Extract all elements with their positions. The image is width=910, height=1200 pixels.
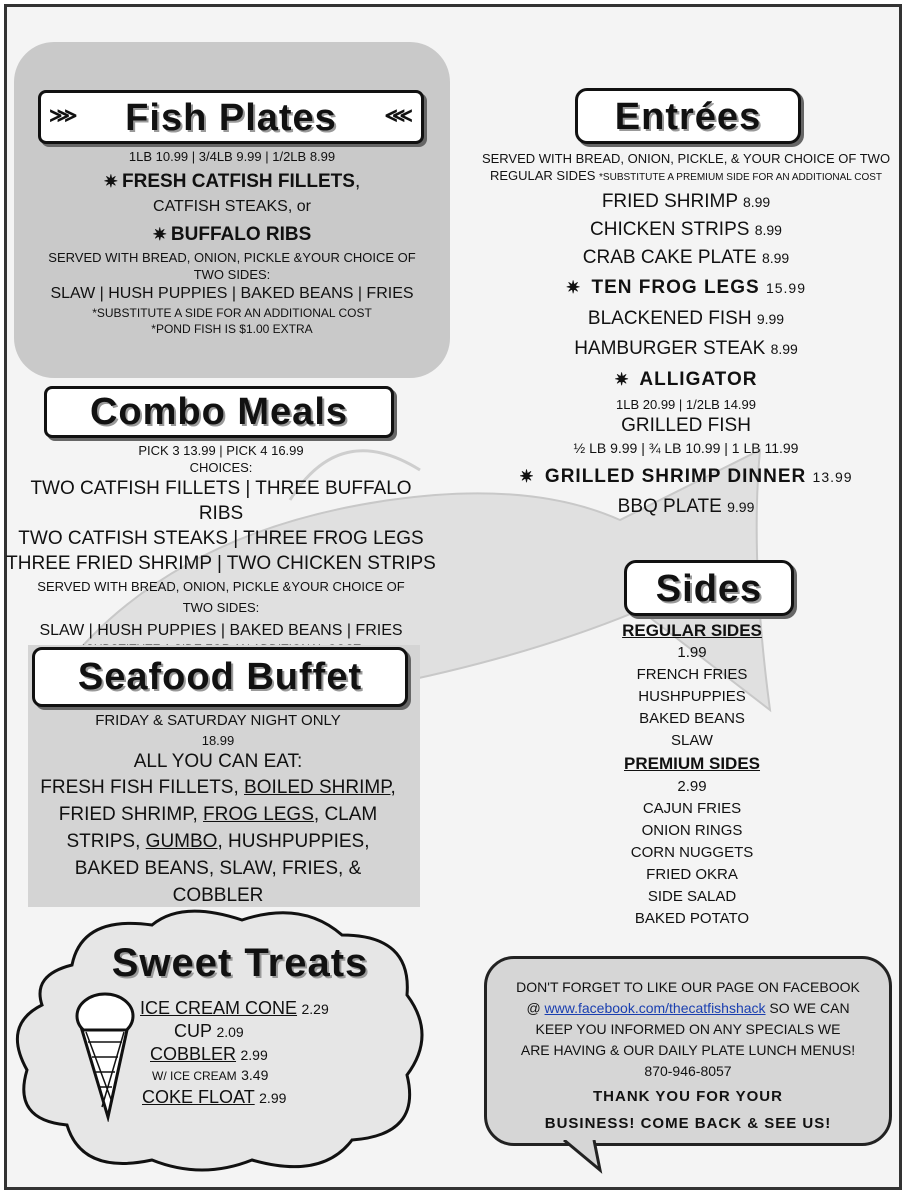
premium-sides-price: 2.99 [677, 778, 707, 795]
combo-sides: SLAW | HUSH PUPPIES | BAKED BEANS | FRIES [39, 622, 403, 639]
fish-plates-item-catfish-steaks: CATFISH STEAKS, or [153, 198, 311, 215]
combo-prices: PICK 3 13.99 | PICK 4 16.99 [138, 443, 304, 458]
entrees-served-2: REGULAR SIDES *SUBSTITUTE A PREMIUM SIDE FOR AN ADDITIONAL COST [489, 168, 883, 183]
entree-blackened-fish: BLACKENED FISH 9.99 [587, 308, 785, 329]
facebook-line-4: ARE HAVING & OUR DAILY PLATE LUNCH MENUS! [520, 1042, 856, 1058]
combo-line-1: TWO CATFISH FILLETS | THREE BUFFALO RIBS [30, 478, 412, 524]
buffet-line-2: FRIED SHRIMP, FROG LEGS, CLAM [58, 804, 378, 825]
regular-side-item: FRENCH FRIES [636, 666, 748, 683]
starburst-icon: ✷ [519, 467, 535, 486]
sides-body [590, 620, 794, 930]
entree-crab-cake-plate: CRAB CAKE PLATE 8.99 [582, 247, 790, 268]
premium-side-item: BAKED POTATO [634, 910, 750, 927]
entree-alligator-prices: 1LB 20.99 | 1/2LB 14.99 [616, 397, 756, 412]
entree-chicken-strips: CHICKEN STRIPS 8.99 [590, 219, 782, 240]
thanks-line-2: BUSINESS! COME BACK & SEE US! [544, 1115, 832, 1132]
starburst-icon: ✷ [614, 370, 630, 389]
entree-bbq-plate: BBQ PLATE 9.99 [617, 496, 755, 517]
entree-ten-frog-legs: ✷ TEN FROG LEGS 15.99 [565, 277, 807, 298]
fish-bone-icon-right: ⋘ [384, 105, 413, 127]
facebook-link[interactable]: www.facebook.com/thecatfishshack [544, 1000, 766, 1016]
regular-sides-price: 1.99 [677, 644, 707, 661]
entree-hamburger-steak: HAMBURGER STEAK 8.99 [574, 338, 798, 359]
treat-with-ice-cream: W/ ICE CREAM 3.49 [152, 1067, 269, 1083]
sides-title-box [624, 560, 794, 616]
fish-plates-item-buffalo-ribs: ✷ BUFFALO RIBS [152, 224, 312, 245]
buffet-line-4: BAKED BEANS, SLAW, FRIES, & [74, 858, 362, 879]
fish-plates-title: Fish Plates [125, 97, 337, 139]
seafood-buffet-title-box [32, 647, 408, 707]
starburst-icon: ✷ [565, 278, 582, 297]
fish-plates-served-1: SERVED WITH BREAD, ONION, PICKLE &YOUR CHOICE OF [48, 250, 416, 265]
facebook-line-3: KEEP YOU INFORMED ON ANY SPECIALS WE [535, 1021, 841, 1037]
entree-grilled-shrimp-dinner: ✷ GRILLED SHRIMP DINNER 13.99 [519, 466, 853, 487]
regular-side-item: SLAW [671, 732, 713, 749]
regular-side-item: HUSHPUPPIES [638, 688, 746, 705]
combo-choices-label: CHOICES: [189, 460, 253, 475]
fish-plates-title-box [38, 90, 424, 144]
ice-cream-cone-icon [72, 992, 142, 1122]
premium-side-item: CORN NUGGETS [630, 844, 754, 861]
entrees-body [470, 150, 902, 521]
treat-coke-float: COKE FLOAT 2.99 [142, 1087, 287, 1107]
premium-side-item: CAJUN FRIES [642, 800, 742, 817]
fish-plates-note-1: *SUBSTITUTE A SIDE FOR AN ADDITIONAL COST [92, 306, 372, 320]
buffet-line-5: COBBLER [172, 885, 264, 906]
facebook-line-2: @ www.facebook.com/thecatfishshack SO WE CAN [526, 1000, 850, 1016]
entree-fried-shrimp: FRIED SHRIMP 8.99 [601, 191, 771, 212]
entree-alligator: ✷ ALLIGATOR [614, 369, 758, 390]
fish-plates-prices: 1LB 10.99 | 3/4LB 9.99 | 1/2LB 8.99 [128, 149, 336, 164]
seafood-buffet-title: Seafood Buffet [77, 656, 363, 698]
fish-plates-note-2: *POND FISH IS $1.00 EXTRA [151, 322, 313, 336]
buffet-line-3: STRIPS, GUMBO, HUSHPUPPIES, [66, 831, 370, 852]
treat-cobbler: COBBLER 2.99 [150, 1044, 268, 1064]
combo-served-1: SERVED WITH BREAD, ONION, PICKLE &YOUR CHOICE OF [37, 579, 405, 594]
combo-meals-body [6, 442, 436, 657]
premium-side-item: FRIED OKRA [646, 866, 738, 883]
combo-line-3: THREE FRIED SHRIMP | TWO CHICKEN STRIPS [6, 553, 436, 574]
entree-grilled-fish-prices: ½ LB 9.99 | ¾ LB 10.99 | 1 LB 11.99 [573, 440, 799, 456]
premium-side-item: ONION RINGS [641, 822, 743, 839]
seafood-buffet-body [28, 710, 408, 909]
buffet-price: 18.99 [201, 733, 235, 748]
fish-plates-served-2: TWO SIDES: [193, 267, 271, 282]
facebook-line-1: DON'T FORGET TO LIKE OUR PAGE ON FACEBOOK [516, 979, 860, 995]
fish-plates-body [14, 148, 450, 337]
entrees-title-box [575, 88, 801, 144]
thanks-line-1: THANK YOU FOR YOUR [593, 1088, 783, 1105]
combo-served-2: TWO SIDES: [182, 600, 260, 615]
buffet-line-1: FRESH FISH FILLETS, BOILED SHRIMP, [40, 777, 396, 798]
sweet-treats-items [140, 998, 390, 1108]
fish-plates-sides: SLAW | HUSH PUPPIES | BAKED BEANS | FRIES [50, 285, 414, 302]
sides-title: Sides [655, 568, 763, 610]
regular-side-item: BAKED BEANS [639, 710, 745, 727]
sweet-treats-title: Sweet Treats [111, 941, 369, 985]
buffet-all-you-can-eat: ALL YOU CAN EAT: [133, 751, 303, 772]
fish-plates-item-catfish-fillets: ✷ FRESH CATFISH FILLETS, [103, 171, 361, 192]
entrees-title: Entrées [614, 96, 762, 138]
starburst-icon: ✷ [103, 172, 119, 191]
callout-tail [560, 1140, 620, 1174]
treat-ice-cream-cone: ICE CREAM CONE 2.29 [140, 998, 329, 1018]
phone-number: 870-946-8057 [644, 1063, 732, 1079]
entree-grilled-fish: GRILLED FISH [621, 415, 751, 436]
buffet-days: FRIDAY & SATURDAY NIGHT ONLY [95, 712, 341, 729]
premium-sides-label: PREMIUM SIDES [623, 754, 761, 773]
starburst-icon: ✷ [152, 225, 167, 244]
combo-line-2: TWO CATFISH STEAKS | THREE FROG LEGS [18, 528, 424, 549]
fish-bone-icon-left: ⋙ [49, 105, 78, 127]
facebook-callout [484, 956, 892, 1146]
premium-side-item: SIDE SALAD [647, 888, 737, 905]
combo-meals-title-box [44, 386, 394, 438]
regular-sides-label: REGULAR SIDES [622, 621, 762, 640]
treat-cup: CUP 2.09 [174, 1021, 244, 1041]
entrees-served-1: SERVED WITH BREAD, ONION, PICKLE, & YOUR CHOICE OF TWO [481, 151, 891, 166]
combo-meals-title: Combo Meals [89, 391, 349, 433]
